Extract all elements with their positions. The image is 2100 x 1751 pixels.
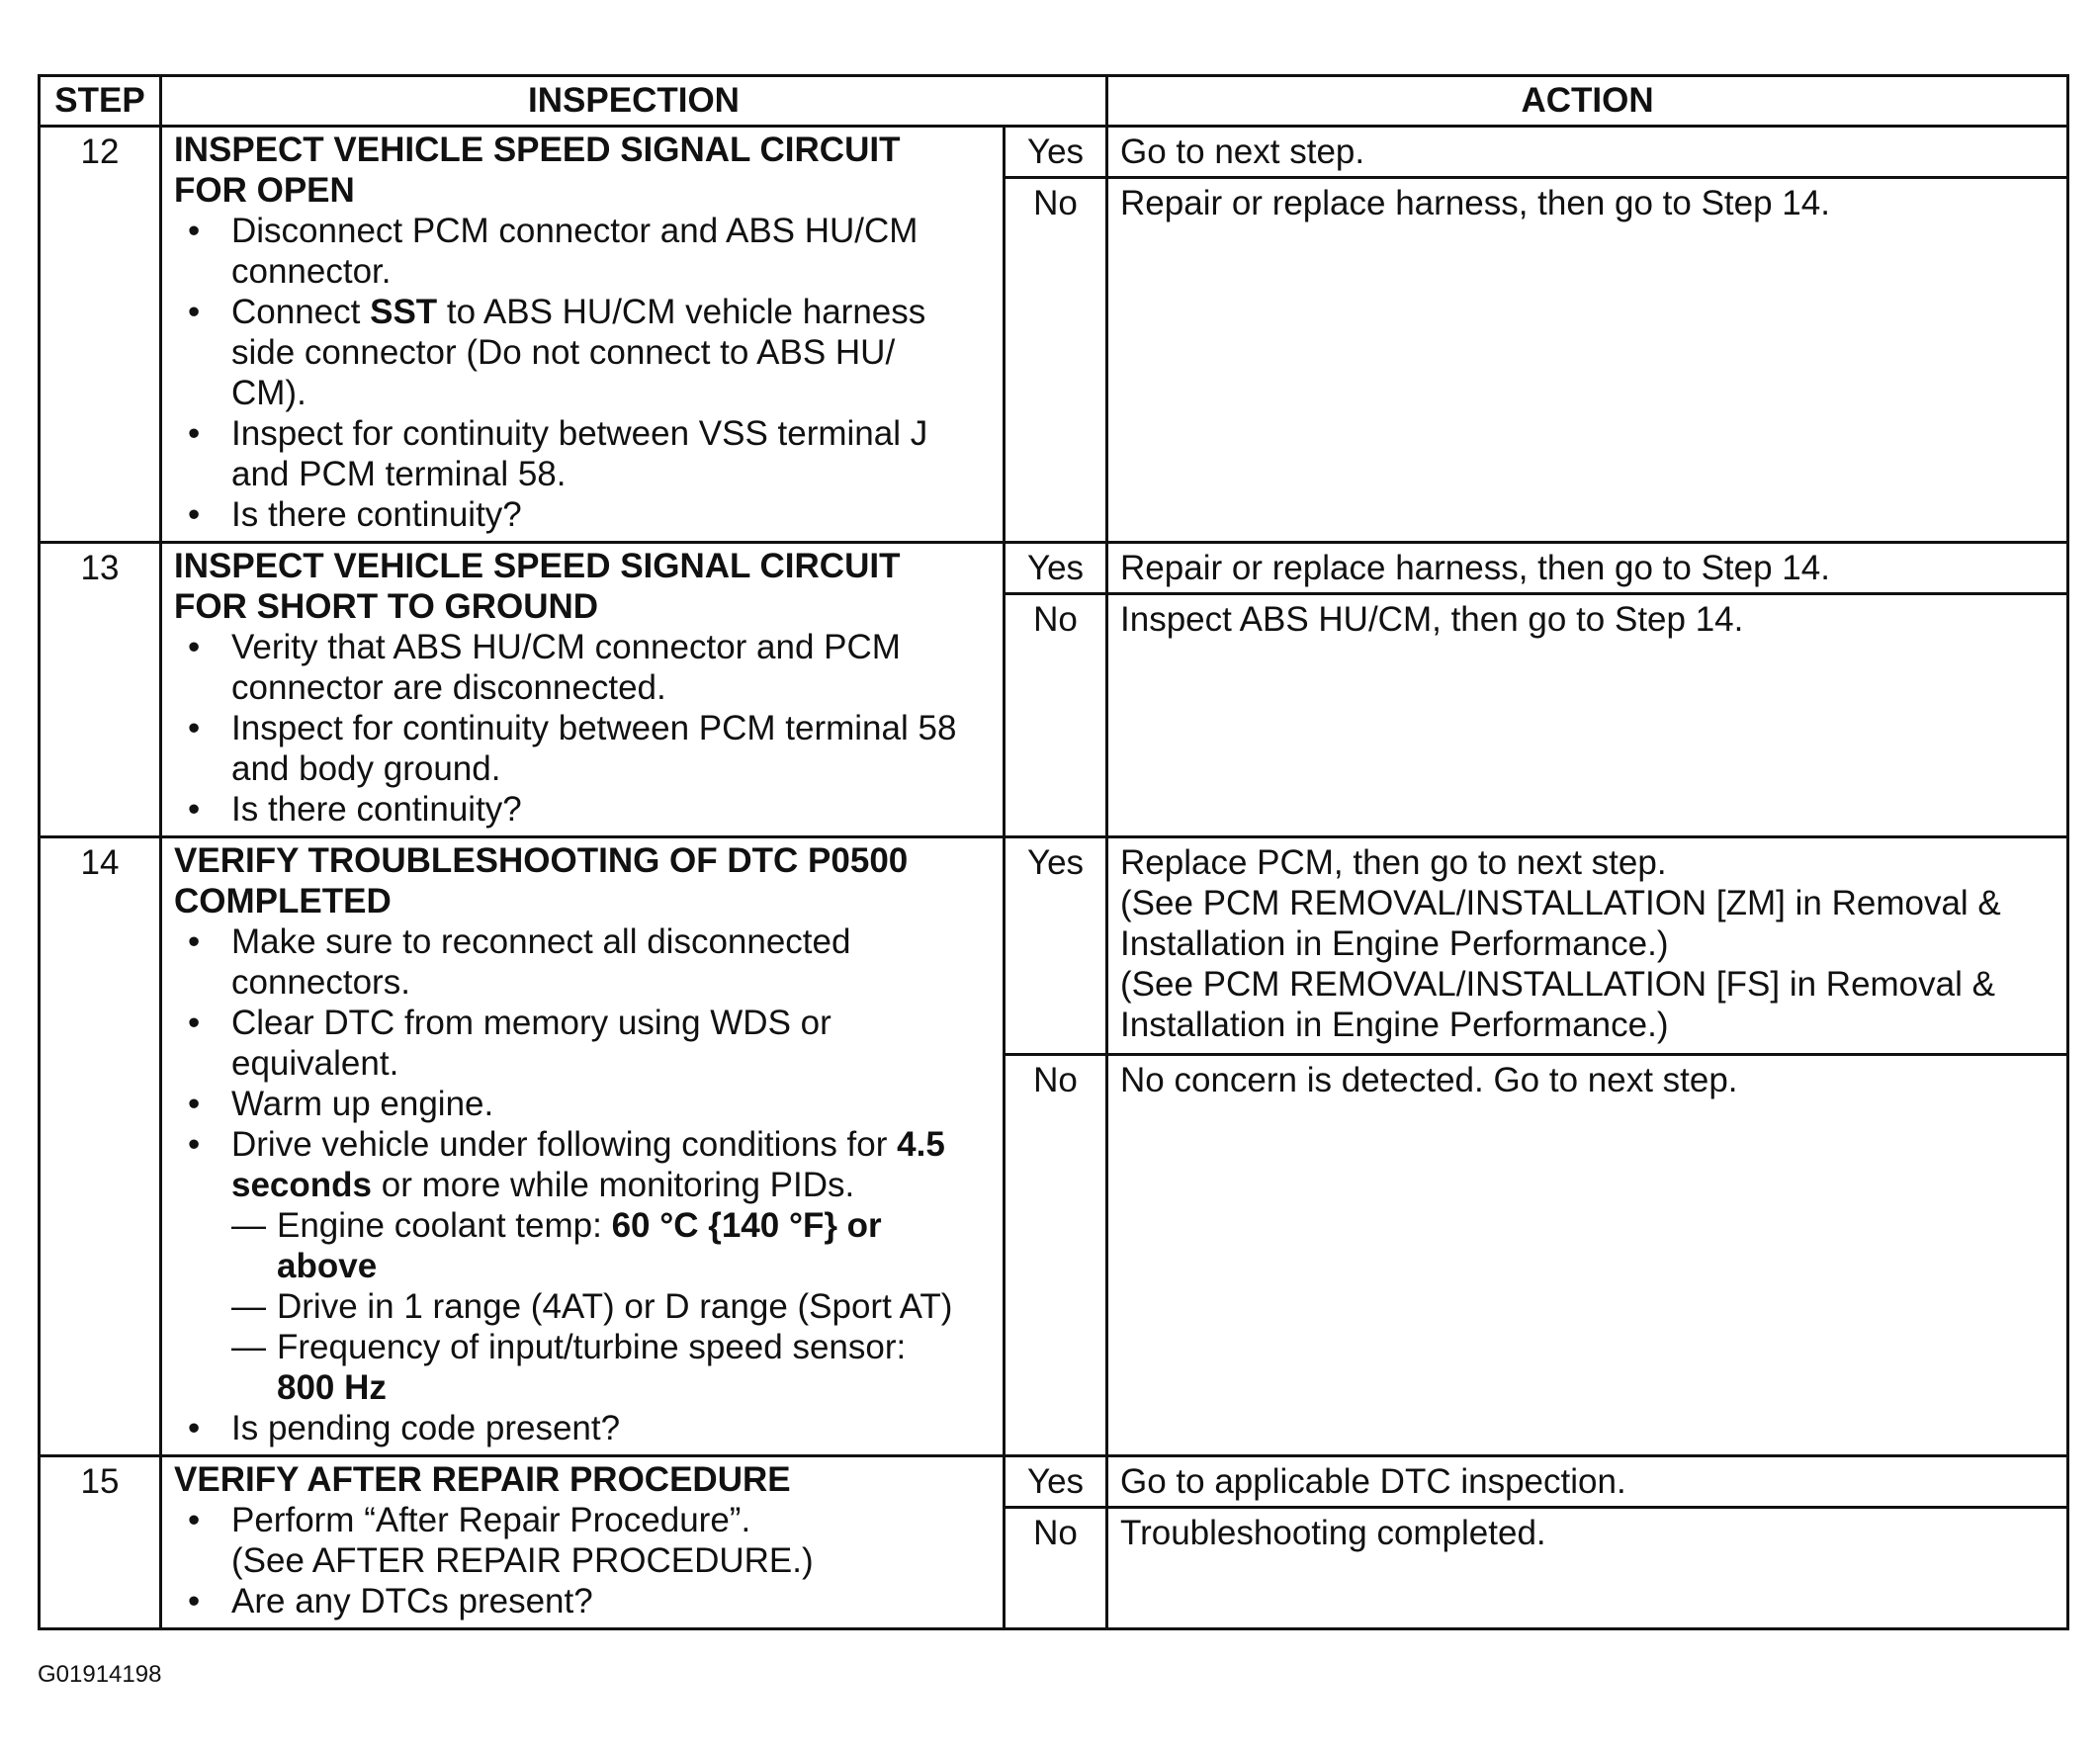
list-item: • Verity that ABS HU/CM connector and PCM connector are disconnected. xyxy=(174,627,995,708)
condition-item: — Frequency of input/turbine speed sensor: 800 Hz xyxy=(231,1327,995,1408)
inspection-title: INSPECT VEHICLE SPEED SIGNAL CIRCUIT FOR OPEN xyxy=(174,131,901,210)
no-label: No xyxy=(1005,1508,1107,1629)
inspection-title: VERIFY AFTER REPAIR PROCEDURE xyxy=(174,1460,791,1499)
list-item: • Disconnect PCM connector and ABS HU/CM connector. xyxy=(174,211,995,292)
no-action: No concern is detected. Go to next step. xyxy=(1107,1055,2068,1456)
step-number: 15 xyxy=(40,1456,161,1629)
inspection-list xyxy=(174,1408,995,1448)
inspection-cell xyxy=(161,837,1005,1456)
condition-item: — Drive in 1 range (4AT) or D range (Sport AT) xyxy=(231,1286,995,1327)
yes-action: Go to next step. xyxy=(1107,127,2068,178)
yes-label: Yes xyxy=(1005,127,1107,178)
yes-action: Replace PCM, then go to next step. (See PCM REMOVAL/INSTALLATION [ZM] in Removal & Installation in Engine Performance.) (See PCM REMOVAL/INSTALLATION [FS] in Removal & Installation in Engine Performance.) xyxy=(1107,837,2068,1055)
inspection-cell xyxy=(161,127,1005,543)
step-number: 13 xyxy=(40,543,161,837)
list-item: • Is pending code present? xyxy=(174,1408,995,1448)
yes-action: Repair or replace harness, then go to Step 14. xyxy=(1107,543,2068,594)
action-header: ACTION xyxy=(1107,76,2068,127)
yes-label: Yes xyxy=(1005,837,1107,1055)
no-action: Troubleshooting completed. xyxy=(1107,1508,2068,1629)
list-item: • Connect SST to ABS HU/CM vehicle harness side connector (Do not connect to ABS HU/ CM). xyxy=(174,292,995,413)
list-item: • Drive vehicle under following conditions for 4.5 seconds or more while monitoring PIDs. xyxy=(174,1124,995,1205)
table-row xyxy=(40,127,2068,178)
inspection-list xyxy=(174,211,995,535)
inspection-cell xyxy=(161,1456,1005,1629)
list-item: • Is there continuity? xyxy=(174,494,995,535)
yes-action: Go to applicable DTC inspection. xyxy=(1107,1456,2068,1508)
no-action: Repair or replace harness, then go to Step 14. xyxy=(1107,178,2068,543)
list-item: • Clear DTC from memory using WDS or equivalent. xyxy=(174,1003,995,1084)
no-label: No xyxy=(1005,178,1107,543)
inspection-title: INSPECT VEHICLE SPEED SIGNAL CIRCUIT FOR SHORT TO GROUND xyxy=(174,547,901,626)
inspection-title: VERIFY TROUBLESHOOTING OF DTC P0500 COMPLETED xyxy=(174,841,909,920)
list-item: • Warm up engine. xyxy=(174,1084,995,1124)
inspection-list xyxy=(174,921,995,1205)
table-row xyxy=(40,837,2068,1055)
condition-item: — Engine coolant temp: 60 °C {140 °F} or above xyxy=(231,1205,995,1286)
inspection-list xyxy=(174,627,995,830)
no-label: No xyxy=(1005,1055,1107,1456)
list-item: • Are any DTCs present? xyxy=(174,1581,995,1621)
inspection-cell xyxy=(161,543,1005,837)
list-item: • Inspect for continuity between VSS terminal J and PCM terminal 58. xyxy=(174,413,995,494)
troubleshooting-table xyxy=(38,74,2069,1630)
step-number: 14 xyxy=(40,837,161,1456)
header-row xyxy=(40,76,2068,127)
list-item: • Make sure to reconnect all disconnected connectors. xyxy=(174,921,995,1003)
table-row xyxy=(40,1456,2068,1508)
list-item: • Perform “After Repair Procedure”. (See AFTER REPAIR PROCEDURE.) xyxy=(174,1500,995,1581)
list-item: • Is there continuity? xyxy=(174,789,995,830)
list-item: • Inspect for continuity between PCM terminal 58 and body ground. xyxy=(174,708,995,789)
step-number: 12 xyxy=(40,127,161,543)
no-action: Inspect ABS HU/CM, then go to Step 14. xyxy=(1107,594,2068,837)
table-row xyxy=(40,543,2068,594)
figure-id: G01914198 xyxy=(38,1661,162,1688)
yes-label: Yes xyxy=(1005,1456,1107,1508)
no-label: No xyxy=(1005,594,1107,837)
inspection-header: INSPECTION xyxy=(161,76,1107,127)
step-header: STEP xyxy=(40,76,161,127)
condition-list xyxy=(174,1205,995,1408)
inspection-list xyxy=(174,1500,995,1621)
yes-label: Yes xyxy=(1005,543,1107,594)
